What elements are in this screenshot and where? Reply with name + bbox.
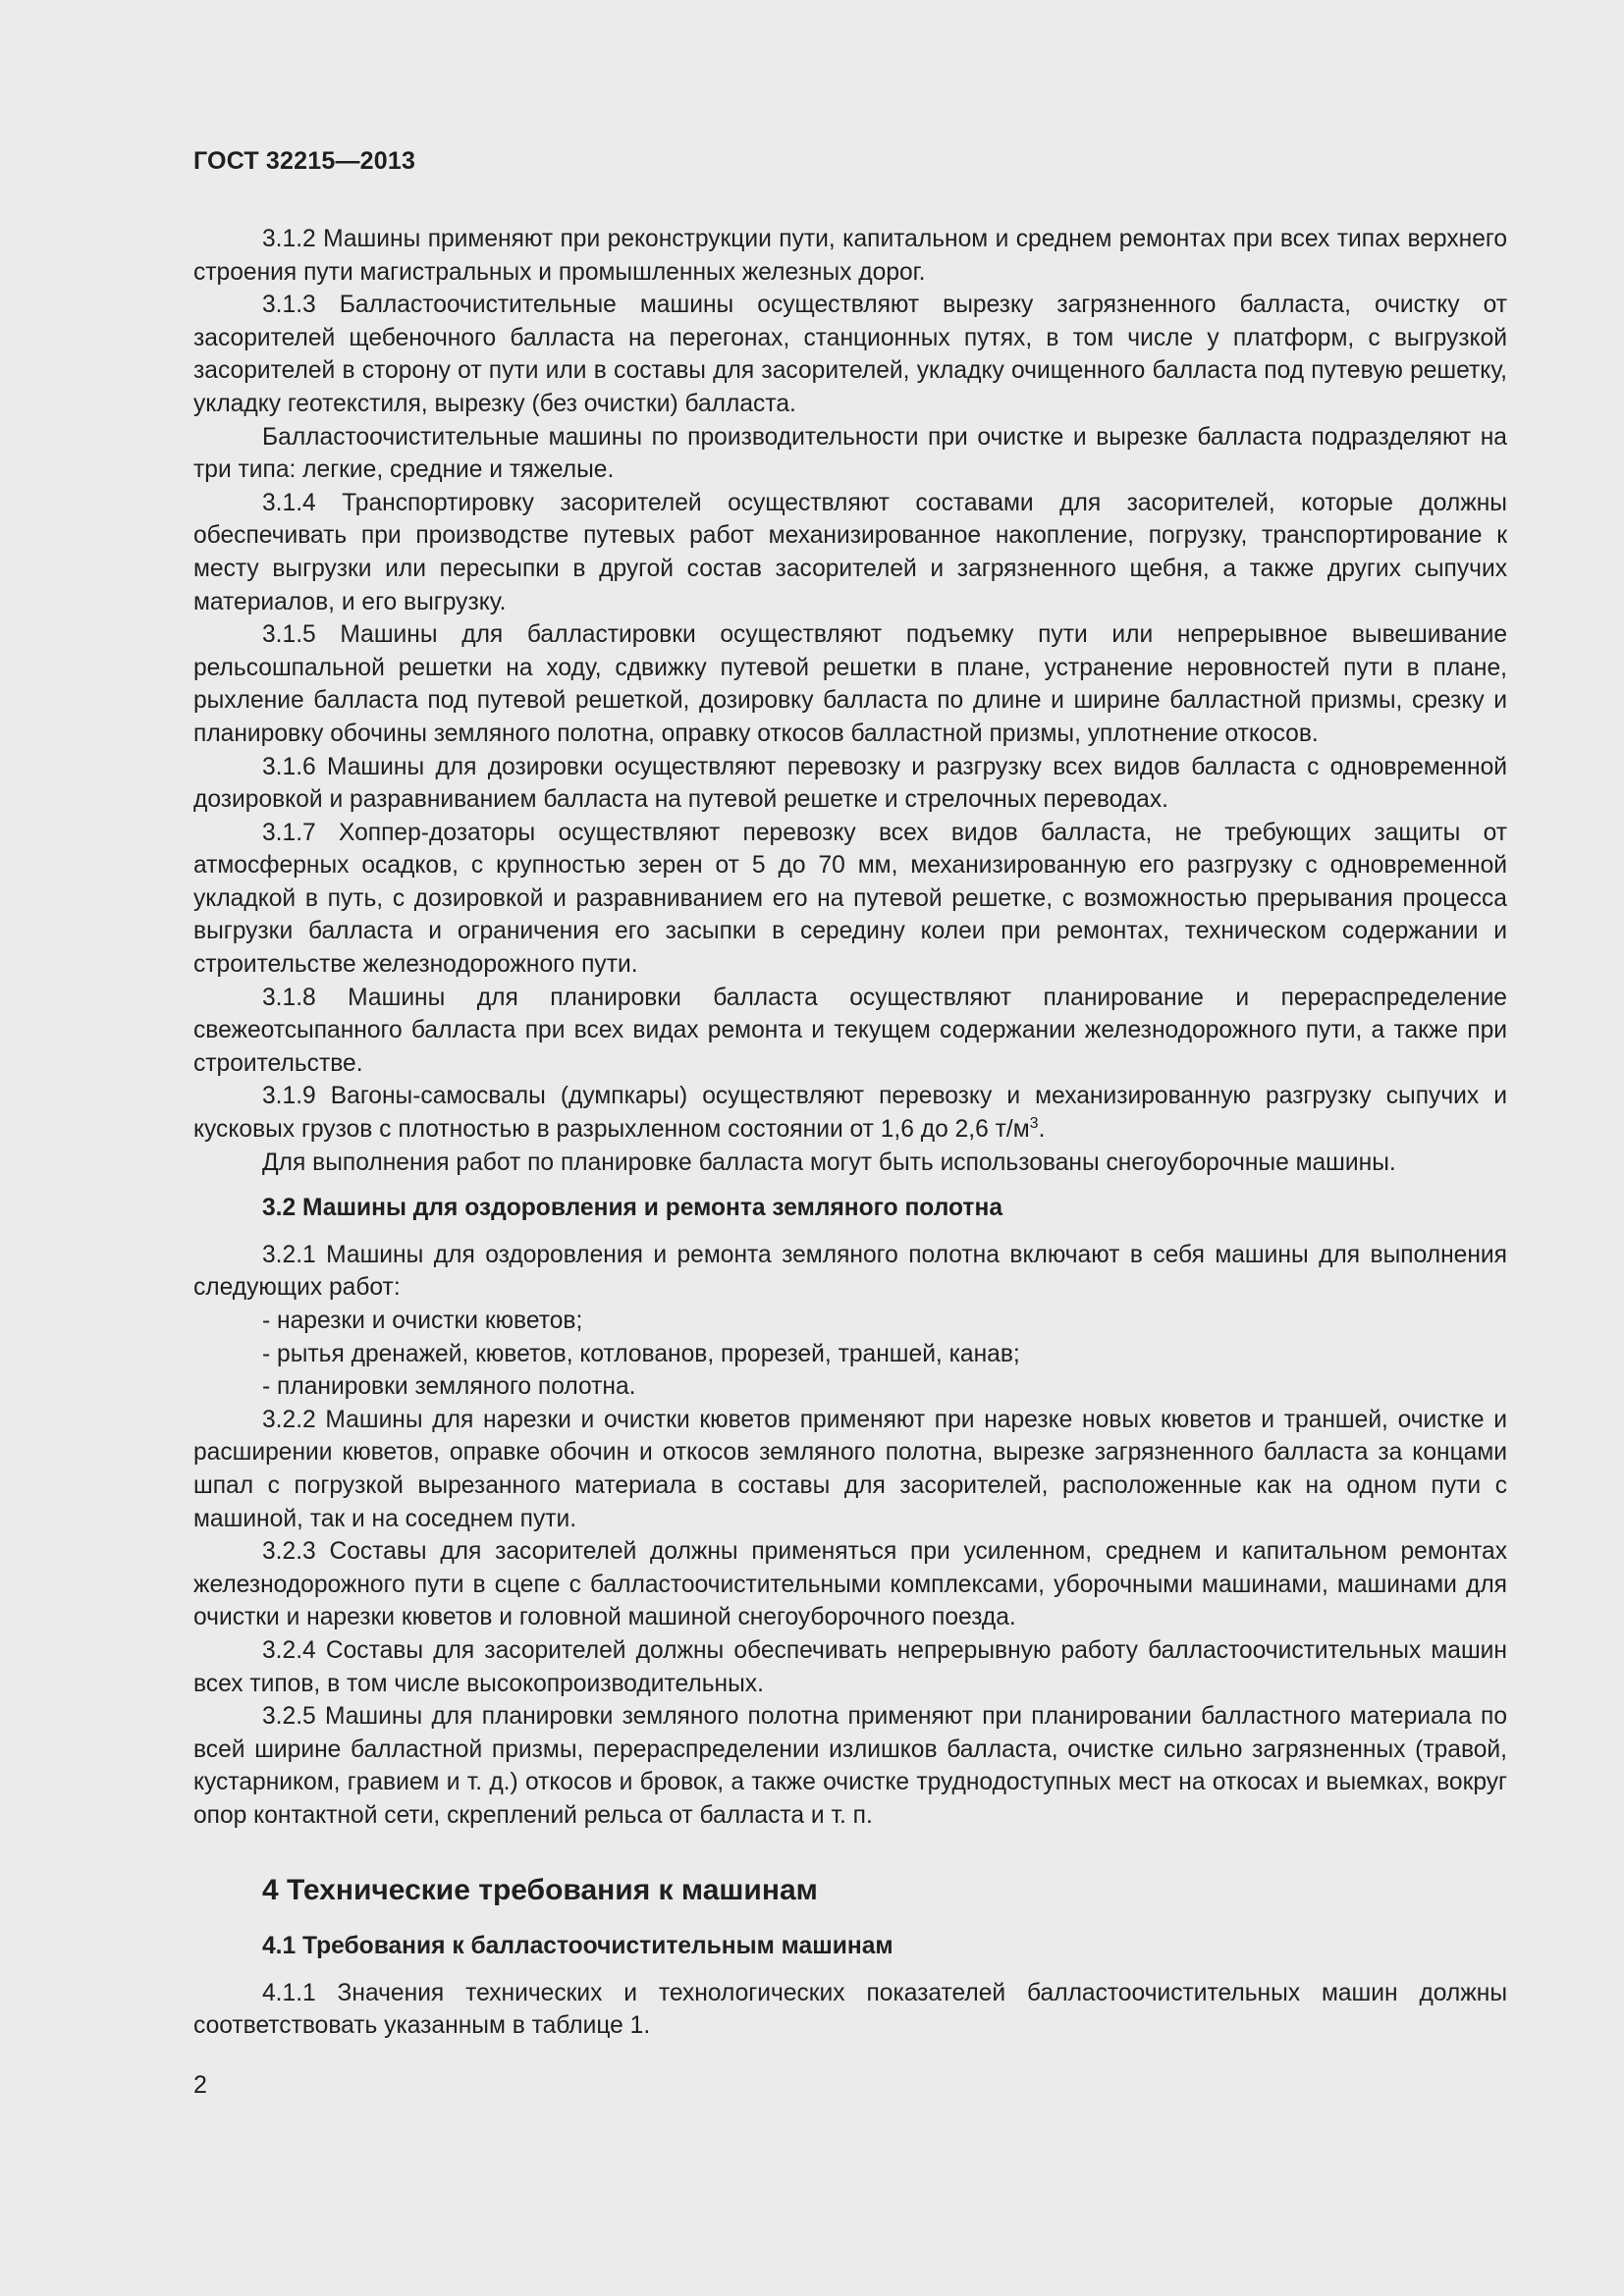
paragraph: 3.2.4 Составы для засорителей должны обеспечивать непрерывную работу балластоочистительных машин всех типов, в том числе высокопроизводительных.: [193, 1636, 1507, 1697]
list-item: - нарезки и очистки кюветов;: [262, 1308, 583, 1334]
paragraph: 3.2.2 Машины для нарезки и очистки кюветов применяют при нарезке новых кюветов и траншей, очистке и расширении кюветов, оправке обочин и откосов земляного полотна, вырезке загрязненного балласта за концами шпал с погрузкой вырезанного материала в составы для засорителей, расположенные как на одном пути с машиной, так и на соседнем пути.: [193, 1406, 1507, 1532]
paragraph-3-1-9-text: 3.1.9 Вагоны-самосвалы (думпкары) осуществляют перевозку и механизированную разгрузку сыпучих и кусковых грузов с плотностью в разрыхленном состоянии от 1,6 до 2,6 т/м: [193, 1083, 1507, 1144]
superscript: 3: [1029, 1114, 1039, 1132]
document-body: [193, 223, 1507, 2043]
paragraph: 3.1.3 Балластоочистительные машины осуществляют вырезку загрязненного балласта, очистку от засорителей щебеночного балласта на перегонах, станционных путях, в том числе у платформ, с выгрузкой засорителей в сторону от пути или в составы для засорителей, укладку очищенного балласта под путевую решетку, укладку геотекстиля, вырезку (без очистки) балласта.: [193, 292, 1507, 417]
page-number: 2: [193, 2071, 207, 2099]
section-heading-4: 4 Технические требования к машинам: [262, 1873, 818, 1906]
paragraph: 3.1.7 Хоппер-дозаторы осуществляют перевозку всех видов балласта, не требующих защиты от атмосферных осадков, с крупностью зерен от 5 до 70 мм, механизированную его разгрузку с одновременной укладкой в путь, с дозировкой и разравниванием его на путевой решетке, с возможностью прерывания процесса выгрузки балласта и ограничения его засыпки в середину колеи при ремонтах, техническом содержании и строительстве железнодорожного пути.: [193, 819, 1507, 979]
paragraph: 3.2.5 Машины для планировки земляного полотна применяют при планировании балластного материала по всей ширине балластной призмы, перераспределении излишков балласта, очистке сильно загрязненных (травой, кустарником, гравием и т. д.) откосов и бровок, а также очистке труднодоступных мест на откосах и выемках, вокруг опор контактной сети, скреплений рельса от балласта и т. п.: [193, 1703, 1507, 1829]
section-heading-3-2: 3.2 Машины для оздоровления и ремонта земляного полотна: [262, 1195, 1002, 1222]
paragraph: 3.2.1 Машины для оздоровления и ремонта земляного полотна включают в себя машины для выполнения следующих работ:: [193, 1241, 1507, 1302]
paragraph-3-1-9: [193, 1080, 1507, 1146]
paragraph: 3.1.4 Транспортировку засорителей осуществляют составами для засорителей, которые должны обеспечивать при производстве путевых работ механизированное накопление, погрузку, транспортирование к месту выгрузки или пересыпки в другой состав засорителей и загрязненного щебня, а также других сыпучих материалов, и его выгрузку.: [193, 489, 1507, 615]
section-heading-4-1: 4.1 Требования к балластоочистительным машинам: [262, 1933, 893, 1960]
paragraph: Балластоочистительные машины по производительности при очистке и вырезке балласта подразделяют на три типа: легкие, средние и тяжелые.: [193, 423, 1507, 484]
list-item: - планировки земляного полотна.: [262, 1373, 636, 1401]
document-header: ГОСТ 32215—2013: [193, 147, 416, 175]
list-item: - рытья дренажей, кюветов, котлованов, прорезей, траншей, канав;: [262, 1340, 1020, 1367]
paragraph: Для выполнения работ по планировке балласта могут быть использованы снегоуборочные машины.: [262, 1148, 1396, 1176]
paragraph: 3.2.3 Составы для засорителей должны применяться при усиленном, среднем и капитальном ремонтах железнодорожного пути в сцепе с балластоочистительными комплексами, уборочными машинами, машинами для очистки и нарезки кюветов и головной машиной снегоуборочного поезда.: [193, 1538, 1507, 1631]
paragraph: 3.1.6 Машины для дозировки осуществляют перевозку и разгрузку всех видов балласта с одновременной дозировкой и разравниванием балласта на путевой решетке и стрелочных переводах.: [193, 753, 1507, 814]
paragraph: 3.1.5 Машины для балластировки осуществляют подъемку пути или непрерывное вывешивание рельсошпальной решетки на ходу, сдвижку путевой решетки в плане, устранение неровностей пути в плане, рыхление балласта под путевой решеткой, дозировку балласта по длине и ширине балластной призмы, срезку и планировку обочины земляного полотна, оправку откосов балластной призмы, уплотнение откосов.: [193, 621, 1507, 747]
paragraph: 3.1.2 Машины применяют при реконструкции пути, капитальном и среднем ремонтах при всех типах верхнего строения пути магистральных и промышленных железных дорог.: [193, 226, 1507, 286]
paragraph: 4.1.1 Значения технических и технологических показателей балластоочистительных машин должны соответствовать указанным в таблице 1.: [193, 1979, 1507, 2040]
paragraph: 3.1.8 Машины для планировки балласта осуществляют планирование и перераспределение свежеотсыпанного балласта при всех видах ремонта и текущем содержании железнодорожного пути, а также при строительстве.: [193, 984, 1507, 1077]
paragraph-3-1-9-end: .: [1038, 1116, 1046, 1144]
